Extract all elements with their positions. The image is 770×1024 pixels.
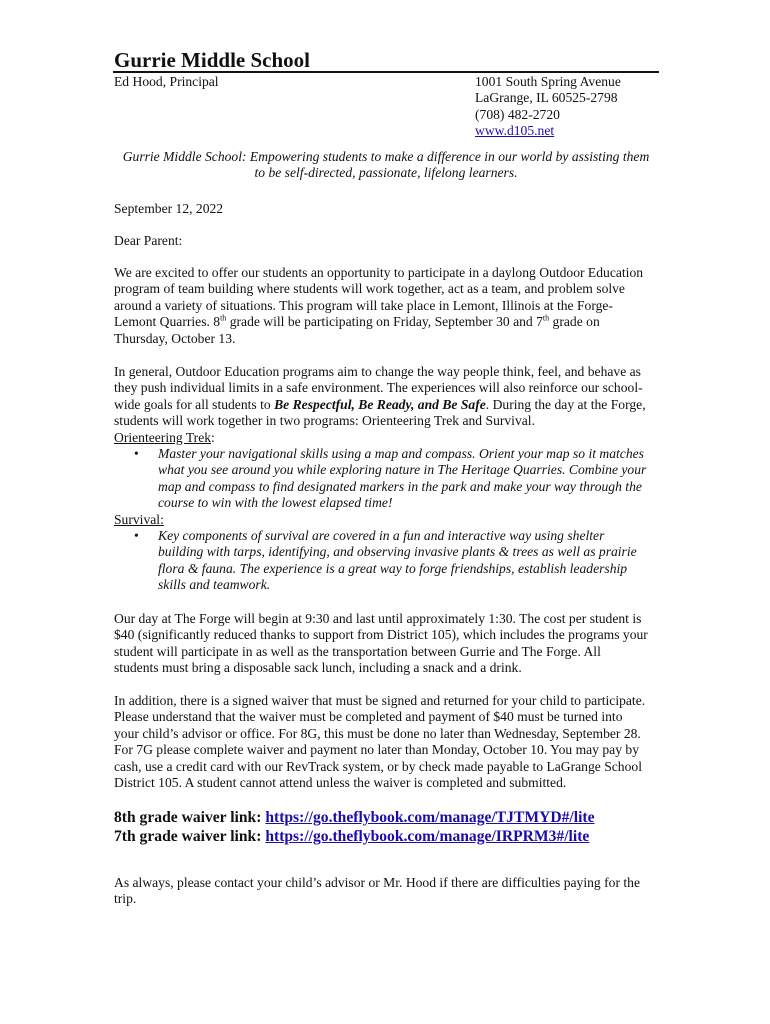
text-line: trip. (114, 891, 137, 907)
text-line (114, 314, 662, 330)
address-street: 1001 South Spring Avenue (475, 74, 621, 89)
text-span: . During the day at the Forge, (485, 396, 646, 412)
heading-colon: : (211, 429, 215, 445)
grade8-waiver-line (114, 808, 595, 827)
text-line: what you see around you while exploring nature in The Heritage Quarries. Combine your (158, 462, 647, 478)
text-span: grade will be participating on Friday, September 30 and 7 (226, 314, 543, 330)
text-line: skills and teamwork. (158, 577, 271, 593)
text-line: building with tarps, identifying, and observing invasive plants & trees as well as prairie (158, 544, 637, 560)
school-address-block (475, 74, 621, 140)
text-line: student will participate in as well as the transportation between Gurrie and The Forge. All (114, 643, 601, 659)
text-line: cash, use a credit card with our RevTrack system, or by check made payable to LaGrange School (114, 758, 642, 774)
website-link[interactable]: www.d105.net (475, 123, 555, 139)
text-span: grade on (549, 314, 600, 330)
text-line: Our day at The Forge will begin at 9:30 and last until approximately 1:30. The cost per student is (114, 611, 642, 626)
text-line: District 105. A student cannot attend unless the waiver is completed and submitted. (114, 775, 567, 791)
orienteering-heading-line (114, 430, 662, 446)
grade7-waiver-link[interactable]: https://go.theflybook.com/manage/IRPRM3#/lite (265, 828, 590, 845)
text-line: For 7G please complete waiver and payment no later than Monday, October 10. You may pay by (114, 742, 639, 758)
text-span: wide goals for all students to (114, 396, 275, 412)
school-goals-emphasis: Be Respectful, Be Ready, and Be Safe (274, 396, 486, 412)
waiver-paragraph (114, 693, 662, 791)
schedule-cost-paragraph (114, 611, 662, 677)
text-line: flora & fauna. The experience is a great way to forge friendships, establish leadership (158, 560, 628, 576)
bullet-icon: • (134, 528, 139, 544)
mission-line: to be self-directed, passionate, lifelong learners. (254, 165, 518, 181)
text-line: students will work together in two programs: Orienteering Trek and Survival. (114, 413, 535, 429)
grade8-waiver-label: 8th grade waiver link: (114, 809, 266, 826)
header-rule (113, 71, 659, 73)
address-city: LaGrange, IL 60525-2798 (475, 90, 618, 106)
text-line: Master your navigational skills using a map and compass. Orient your map so it matches (158, 446, 644, 462)
text-line: your child’s advisor or office. For 8G, this must be done no later than Wednesday, September 28. (114, 725, 641, 741)
text-line: In addition, there is a signed waiver that must be signed and returned for your child to participate. (114, 693, 646, 708)
text-line: Please understand that the waiver must be completed and payment of $40 must be turned into (114, 709, 623, 725)
text-line (114, 397, 662, 413)
letter-date: September 12, 2022 (114, 201, 224, 216)
ordinal-suffix: th (220, 313, 227, 323)
ordinal-suffix: th (542, 313, 550, 323)
text-line: students must bring a disposable sack lunch, including a snack and a drink. (114, 660, 522, 676)
text-line: program of team building where students will work together, act as a team, and problem solve (114, 281, 625, 297)
waiver-links (114, 808, 595, 846)
text-span: Lemont Quarries. 8 (114, 314, 221, 330)
text-line: course to win with the lowest elapsed time! (158, 495, 393, 511)
text-line: map and compass to find designated markers in the park and make your way through the (158, 478, 642, 494)
survival-heading: Survival: (114, 511, 164, 527)
school-name-heading: Gurrie Middle School (114, 48, 310, 72)
survival-bullet (114, 528, 662, 594)
text-line: Thursday, October 13. (114, 330, 236, 346)
orienteering-bullet (114, 446, 662, 512)
mission-statement (108, 149, 664, 182)
intro-paragraph (114, 265, 662, 347)
text-line: they push individual limits in a safe environment. The experiences will also reinforce our school- (114, 380, 643, 396)
text-line: Key components of survival are covered in a fun and interactive way using shelter (158, 528, 605, 544)
address-phone: (708) 482-2720 (475, 106, 560, 122)
text-line: We are excited to offer our students an opportunity to participate in a daylong Outdoor Education (114, 265, 644, 280)
text-line: As always, please contact your child’s advisor or Mr. Hood if there are difficulties paying for the (114, 875, 640, 890)
bullet-icon: • (134, 446, 139, 462)
programs-paragraph (114, 364, 662, 594)
grade7-waiver-line (114, 827, 595, 846)
grade7-waiver-label: 7th grade waiver link: (114, 828, 266, 845)
principal-name: Ed Hood, Principal (114, 74, 219, 89)
mission-line: Gurrie Middle School: Empowering students to make a difference in our world by assisting them (122, 149, 650, 164)
grade8-waiver-link[interactable]: https://go.theflybook.com/manage/TJTMYD#/lite (265, 809, 595, 826)
salutation: Dear Parent: (114, 233, 183, 248)
orienteering-heading: Orienteering Trek (114, 429, 212, 445)
text-line: around a variety of situations. This program will take place in Lemont, Illinois at the Forge- (114, 297, 613, 313)
text-line: In general, Outdoor Education programs aim to change the way people think, feel, and behave as (114, 364, 641, 379)
closing-paragraph (114, 875, 662, 908)
text-line: $40 (significantly reduced thanks to support from District 105), which includes the programs your (114, 627, 648, 643)
